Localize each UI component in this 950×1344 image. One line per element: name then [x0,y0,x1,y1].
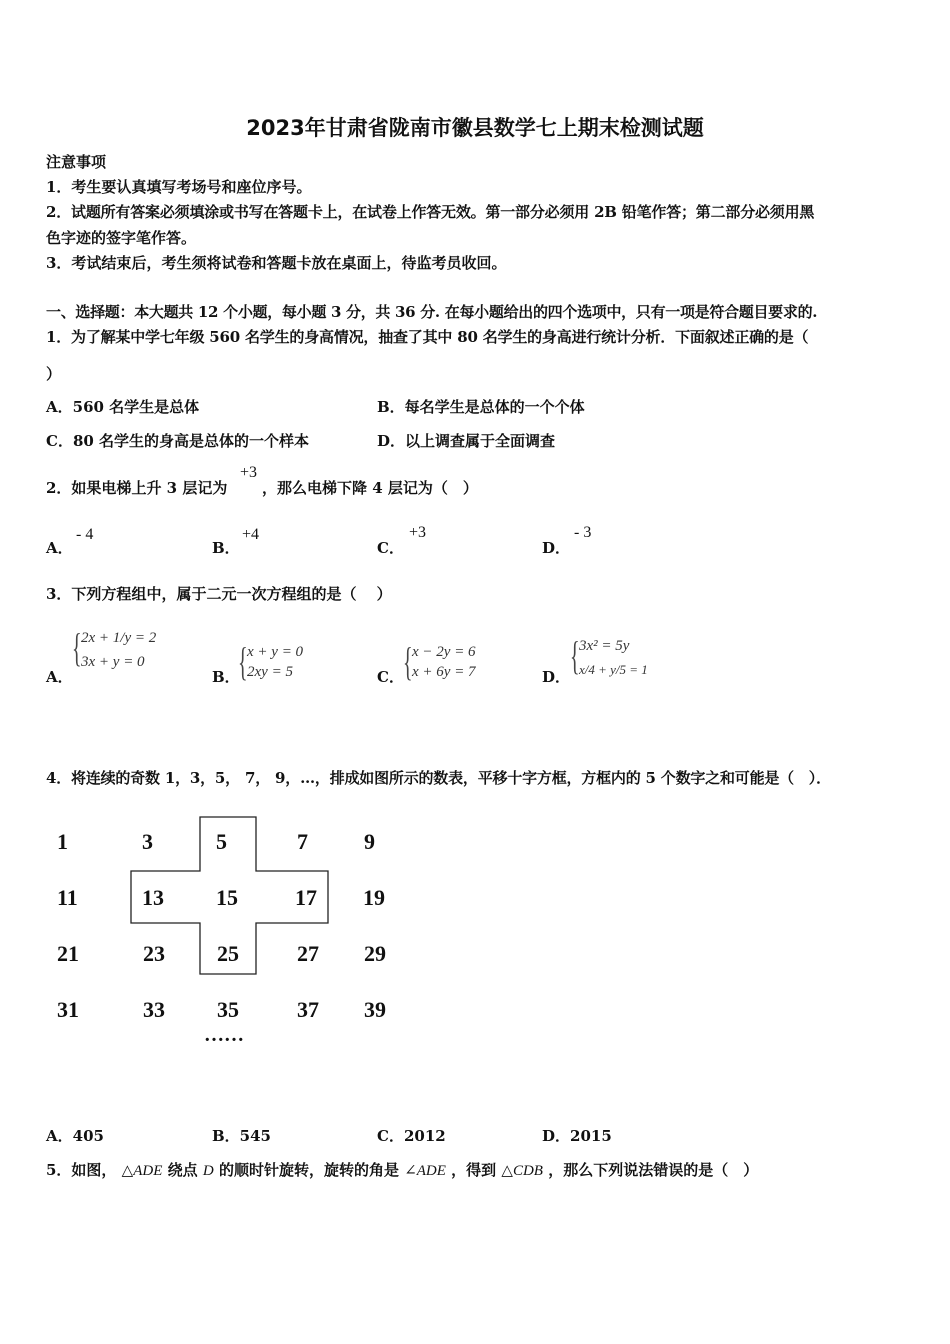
table-cell: 31 [57,997,79,1022]
table-cell: 15 [216,885,238,910]
table-cell: 25 [217,941,239,966]
q2-stem-sup: +3 [240,464,258,481]
q3-label-b: B． [212,668,240,686]
brace-icon: { [570,633,580,678]
q1-option-b: B．每名学生是总体的一个个体 [377,398,585,416]
table-cell: 39 [364,997,386,1022]
q2-label-b: B． [212,539,240,557]
q3-system-d: { 3x² = 5y x/4 + y/5 = 1 [570,633,648,678]
q3-label-d: D． [542,668,571,686]
q4-option-c: C．2012 [377,1127,446,1145]
q2-label-d: D． [542,539,571,557]
table-cell: 29 [364,941,386,966]
q5-stem: 5．如图， △ADE 绕点 D 的顺时针旋转，旋转的角是 ∠ADE ，得到 △CDB ，那么下列说法错误的是（ ） [46,1161,759,1179]
table-cell: 23 [143,941,165,966]
q2-stem-a: 2．如果电梯上升 3 层记为 [46,479,228,497]
q2-value-a: - 4 [76,526,94,543]
table-cell: 5 [216,829,227,854]
table-cell: 3 [142,829,153,854]
section-heading: 一、选择题：本大题共 12 个小题，每小题 3 分，共 36 分. 在每小题给出的四个选项中，只有一项是符合题目要求的. [46,303,818,321]
table-cell: 37 [297,997,319,1022]
q3-system-b: { x + y = 0 2xy = 5 [238,639,304,684]
page-title: 2023年甘肃省陇南市徽县数学七上期末检测试题 [246,116,704,140]
q1-option-c: C．80 名学生的身高是总体的一个样本 [46,432,310,450]
q3-system-c: { x − 2y = 6 x + 6y = 7 [403,639,476,684]
table-cell: 9 [364,829,375,854]
table-cell: 19 [363,885,385,910]
brace-icon: { [238,639,248,684]
table-cell: 35 [217,997,239,1022]
table-cell: 27 [297,941,319,966]
q3-stem: 3．下列方程组中，属于二元一次方程组的是（ ） [46,585,392,603]
q2-label-c: C． [377,539,404,557]
table-cell: 13 [142,885,164,910]
table-cell: 1 [57,829,68,854]
brace-icon: { [403,639,413,684]
q2-value-b: +4 [242,526,260,543]
q3-label-c: C． [377,668,404,686]
q3-system-a: { 2x + 1/y = 2 3x + y = 0 [72,625,157,670]
q2-label-a: A． [46,539,73,557]
q3-label-a: A． [46,668,73,686]
q1-option-a: A．560 名学生是总体 [46,398,200,416]
notice-heading: 注意事项 [46,153,107,171]
q4-option-d: D．2015 [542,1127,612,1145]
table-cell: 17 [295,885,317,910]
notice-item: 1．考生要认真填写考场号和座位序号。 [46,178,312,196]
q4-stem: 4．将连续的奇数 1，3，5， 7， 9，…，排成如图所示的数表，平移十字方框，方框内的 5 个数字之和可能是（ ）． [46,769,831,787]
table-cell: 21 [57,941,79,966]
q2-stem-b: ，那么电梯下降 4 层记为（ ） [262,479,478,497]
q1-option-d: D．以上调查属于全面调查 [377,432,556,450]
table-cell: 11 [57,885,78,910]
q2-value-c: +3 [409,524,427,541]
q4-option-a: A．405 [46,1127,104,1145]
q4-option-b: B．545 [212,1127,271,1145]
q1-stem-end: ） [46,365,62,383]
q2-value-d: - 3 [574,524,592,541]
notice-item: 2．试题所有答案必须填涂或书写在答题卡上，在试卷上作答无效。第一部分必须用 2B 铅笔作答；第二部分必须用黑 [46,203,815,221]
notice-item: 色字迹的签字笔作答。 [46,229,197,247]
q1-stem: 1．为了解某中学七年级 560 名学生的身高情况，抽查了其中 80 名学生的身高进行统计分析．下面叙述正确的是（ [46,328,809,346]
table-cell: 7 [297,829,308,854]
notice-item: 3．考试结束后，考生须将试卷和答题卡放在桌面上，待监考员收回。 [46,254,507,272]
table-cell: 33 [143,997,165,1022]
brace-icon: { [72,625,82,670]
table-ellipsis: …… [204,1024,244,1046]
